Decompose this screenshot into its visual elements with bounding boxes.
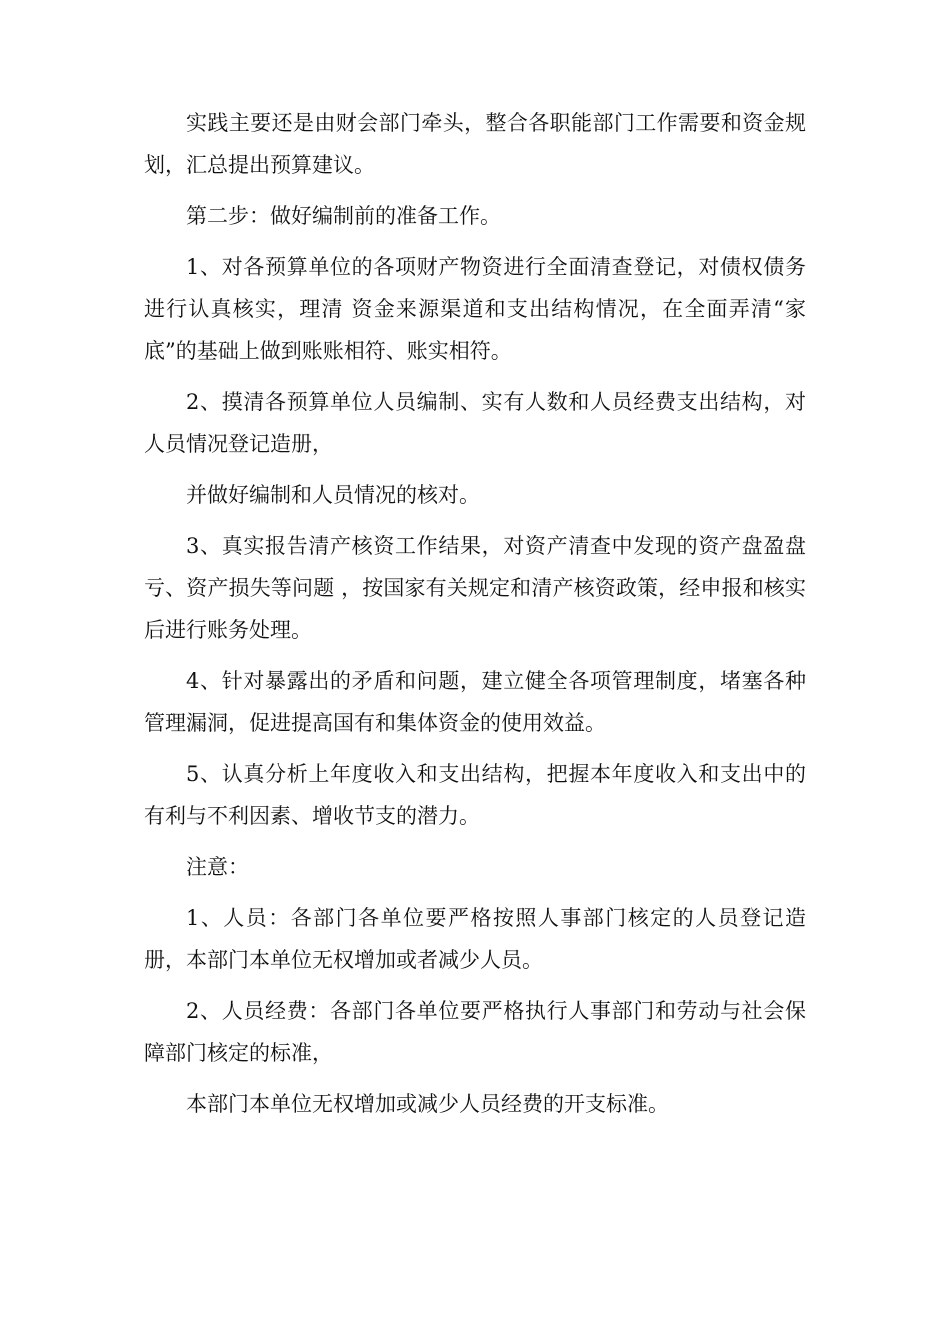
paragraph-10: 1、人员：各部门各单位要严格按照人事部门核定的人员登记造册，本部门本单位无权增加或者减少人员。	[144, 906, 806, 972]
paragraph-5: 并做好编制和人员情况的核对。	[186, 483, 480, 507]
document-body	[144, 102, 806, 1134]
paragraph-7: 4、针对暴露出的矛盾和问题，建立健全各项管理制度，堵塞各种管理漏洞，促进提高国有和集体资金的使用效益。	[144, 669, 806, 735]
paragraph-6: 3、真实报告清产核资工作结果，对资产清查中发现的资产盘盈盘亏、资产损失等问题 ，按国家有关规定和清产核资政策，经申报和核实后进行账务处理。	[144, 534, 806, 642]
paragraph-4: 2、摸清各预算单位人员编制、实有人数和人员经费支出结构，对人员情况登记造册，	[144, 390, 806, 456]
paragraph-8: 5、认真分析上年度收入和支出结构，把握本年度收入和支出中的有利与不利因素、增收节支的潜力。	[144, 762, 806, 828]
paragraph-3: 1、对各预算单位的各项财产物资进行全面清查登记，对债权债务进行认真核实，理清 资金来源渠道和支出结构情况，在全面弄清“家底”的基础上做到账账相符、账实相符。	[144, 255, 806, 363]
paragraph-11: 2、人员经费：各部门各单位要严格执行人事部门和劳动与社会保障部门核定的标准，	[144, 999, 806, 1065]
paragraph-9: 注意：	[186, 855, 249, 879]
paragraph-1: 实践主要还是由财会部门牵头，整合各职能部门工作需要和资金规划，汇总提出预算建议。	[144, 111, 806, 177]
paragraph-2: 第二步：做好编制前的准备工作。	[186, 204, 501, 228]
paragraph-12: 本部门本单位无权增加或减少人员经费的开支标准。	[186, 1092, 669, 1116]
